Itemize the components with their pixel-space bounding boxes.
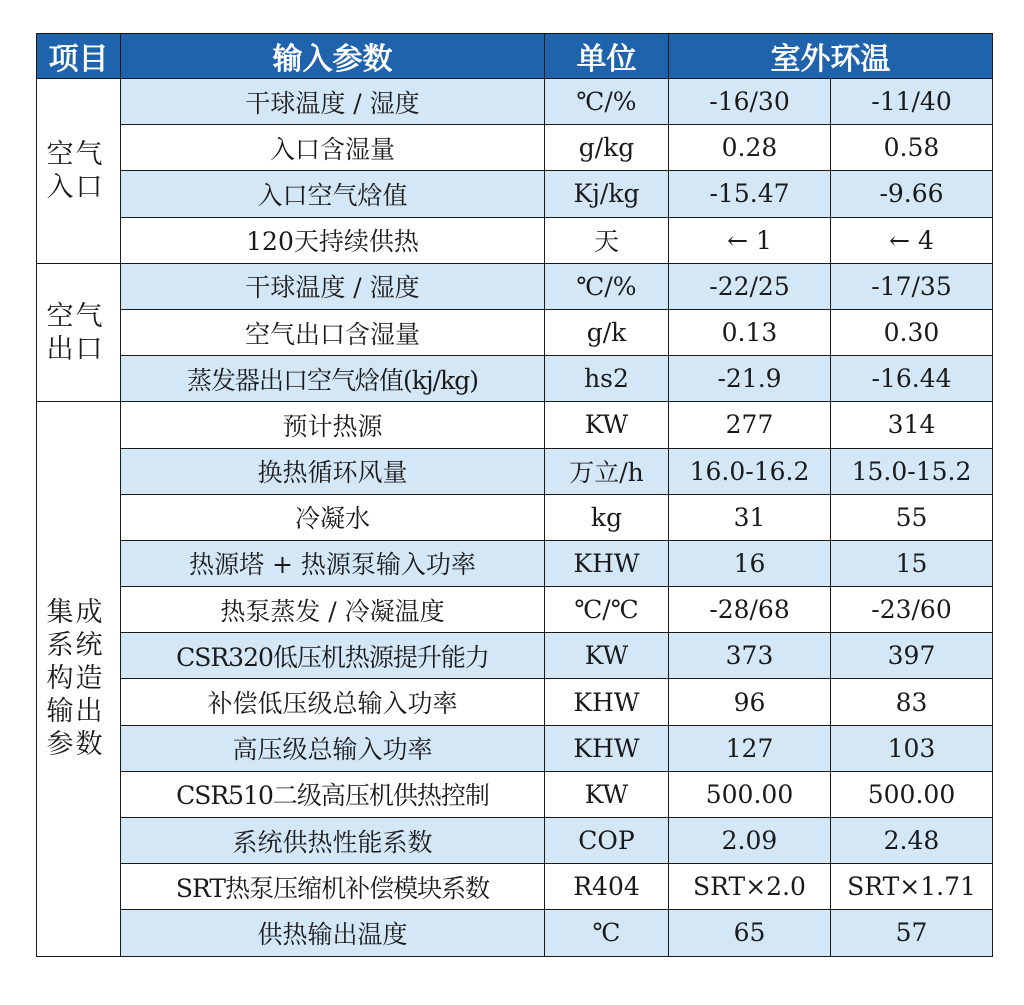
value-cell-1: -15.47 bbox=[669, 171, 831, 217]
table-row bbox=[37, 633, 993, 679]
header-row bbox=[37, 34, 993, 79]
param-cell: 冷凝水 bbox=[121, 494, 545, 540]
value-cell-1: -16/30 bbox=[669, 79, 831, 125]
unit-cell: KW bbox=[545, 402, 669, 448]
table-row bbox=[37, 217, 993, 263]
table-row bbox=[37, 910, 993, 956]
value-cell-1: 65 bbox=[669, 910, 831, 956]
group-label-text: 空气入口 bbox=[46, 138, 105, 203]
param-cell: 补偿低压级总输入功率 bbox=[121, 679, 545, 725]
unit-cell: ℃/℃ bbox=[545, 587, 669, 633]
param-cell: 热泵蒸发 / 冷凝温度 bbox=[121, 587, 545, 633]
value-cell-2: ← 4 bbox=[831, 217, 993, 263]
unit-cell: 万立/h bbox=[545, 448, 669, 494]
param-cell: 换热循环风量 bbox=[121, 448, 545, 494]
value-cell-1: 96 bbox=[669, 679, 831, 725]
group-label-text: 空气出口 bbox=[46, 300, 105, 365]
param-cell: 预计热源 bbox=[121, 402, 545, 448]
param-cell: 干球温度 / 湿度 bbox=[121, 79, 545, 125]
value-cell-2: -9.66 bbox=[831, 171, 993, 217]
table-row bbox=[37, 356, 993, 402]
value-cell-1: 127 bbox=[669, 725, 831, 771]
unit-cell: KHW bbox=[545, 679, 669, 725]
param-cell: 干球温度 / 湿度 bbox=[121, 263, 545, 309]
unit-cell: hs2 bbox=[545, 356, 669, 402]
value-cell-2: -11/40 bbox=[831, 79, 993, 125]
param-cell: 高压级总输入功率 bbox=[121, 725, 545, 771]
header-outdoor-temp: 室外环温 bbox=[669, 34, 993, 79]
value-cell-2: -16.44 bbox=[831, 356, 993, 402]
unit-cell: ℃/% bbox=[545, 79, 669, 125]
value-cell-2: 397 bbox=[831, 633, 993, 679]
unit-cell: KHW bbox=[545, 725, 669, 771]
unit-cell: ℃/% bbox=[545, 263, 669, 309]
group-label bbox=[37, 79, 121, 264]
value-cell-2: SRT×1.71 bbox=[831, 864, 993, 910]
value-cell-2: 0.30 bbox=[831, 309, 993, 355]
param-cell: 空气出口含湿量 bbox=[121, 309, 545, 355]
param-cell: CSR510二级高压机供热控制 bbox=[121, 771, 545, 817]
unit-cell: 天 bbox=[545, 217, 669, 263]
value-cell-1: SRT×2.0 bbox=[669, 864, 831, 910]
value-cell-2: 83 bbox=[831, 679, 993, 725]
table-row bbox=[37, 725, 993, 771]
value-cell-2: 500.00 bbox=[831, 771, 993, 817]
value-cell-1: 373 bbox=[669, 633, 831, 679]
value-cell-2: -23/60 bbox=[831, 587, 993, 633]
unit-cell: Kj/kg bbox=[545, 171, 669, 217]
param-cell: 入口含湿量 bbox=[121, 125, 545, 171]
value-cell-2: 55 bbox=[831, 494, 993, 540]
header-item: 项目 bbox=[37, 34, 121, 79]
param-cell: 120天持续供热 bbox=[121, 217, 545, 263]
table-row bbox=[37, 679, 993, 725]
group-label-text: 集成系统构造输出参数 bbox=[46, 597, 105, 761]
value-cell-1: 0.28 bbox=[669, 125, 831, 171]
unit-cell: ℃ bbox=[545, 910, 669, 956]
param-cell: CSR320低压机热源提升能力 bbox=[121, 633, 545, 679]
value-cell-2: 2.48 bbox=[831, 818, 993, 864]
header-param: 输入参数 bbox=[121, 34, 545, 79]
table-row bbox=[37, 79, 993, 125]
param-cell: 入口空气焓值 bbox=[121, 171, 545, 217]
param-cell: 供热输出温度 bbox=[121, 910, 545, 956]
table-row bbox=[37, 818, 993, 864]
value-cell-1: 31 bbox=[669, 494, 831, 540]
param-cell: SRT热泵压缩机补偿模块系数 bbox=[121, 864, 545, 910]
table-row bbox=[37, 263, 993, 309]
table-row bbox=[37, 494, 993, 540]
table-row bbox=[37, 309, 993, 355]
unit-cell: R404 bbox=[545, 864, 669, 910]
value-cell-1: 0.13 bbox=[669, 309, 831, 355]
value-cell-2: 57 bbox=[831, 910, 993, 956]
value-cell-2: 103 bbox=[831, 725, 993, 771]
value-cell-2: 15 bbox=[831, 540, 993, 586]
value-cell-2: 15.0-15.2 bbox=[831, 448, 993, 494]
table-row bbox=[37, 540, 993, 586]
unit-cell: COP bbox=[545, 818, 669, 864]
value-cell-2: 314 bbox=[831, 402, 993, 448]
table-row bbox=[37, 171, 993, 217]
table-row bbox=[37, 448, 993, 494]
value-cell-1: 16.0-16.2 bbox=[669, 448, 831, 494]
table-row bbox=[37, 771, 993, 817]
table-row bbox=[37, 402, 993, 448]
unit-cell: KHW bbox=[545, 540, 669, 586]
value-cell-1: 2.09 bbox=[669, 818, 831, 864]
unit-cell: g/kg bbox=[545, 125, 669, 171]
unit-cell: kg bbox=[545, 494, 669, 540]
param-cell: 系统供热性能系数 bbox=[121, 818, 545, 864]
group-label bbox=[37, 263, 121, 402]
value-cell-1: 277 bbox=[669, 402, 831, 448]
value-cell-2: 0.58 bbox=[831, 125, 993, 171]
header-unit: 单位 bbox=[545, 34, 669, 79]
value-cell-1: -21.9 bbox=[669, 356, 831, 402]
value-cell-1: -28/68 bbox=[669, 587, 831, 633]
unit-cell: g/k bbox=[545, 309, 669, 355]
param-cell: 蒸发器出口空气焓值(kj/kg) bbox=[121, 356, 545, 402]
value-cell-1: ← 1 bbox=[669, 217, 831, 263]
value-cell-1: -22/25 bbox=[669, 263, 831, 309]
value-cell-1: 16 bbox=[669, 540, 831, 586]
spec-table bbox=[36, 33, 993, 957]
table-row bbox=[37, 587, 993, 633]
value-cell-2: -17/35 bbox=[831, 263, 993, 309]
spec-table-container bbox=[36, 33, 992, 957]
group-label bbox=[37, 402, 121, 956]
table-row bbox=[37, 864, 993, 910]
value-cell-1: 500.00 bbox=[669, 771, 831, 817]
table-row bbox=[37, 125, 993, 171]
param-cell: 热源塔 + 热源泵输入功率 bbox=[121, 540, 545, 586]
unit-cell: KW bbox=[545, 633, 669, 679]
unit-cell: KW bbox=[545, 771, 669, 817]
